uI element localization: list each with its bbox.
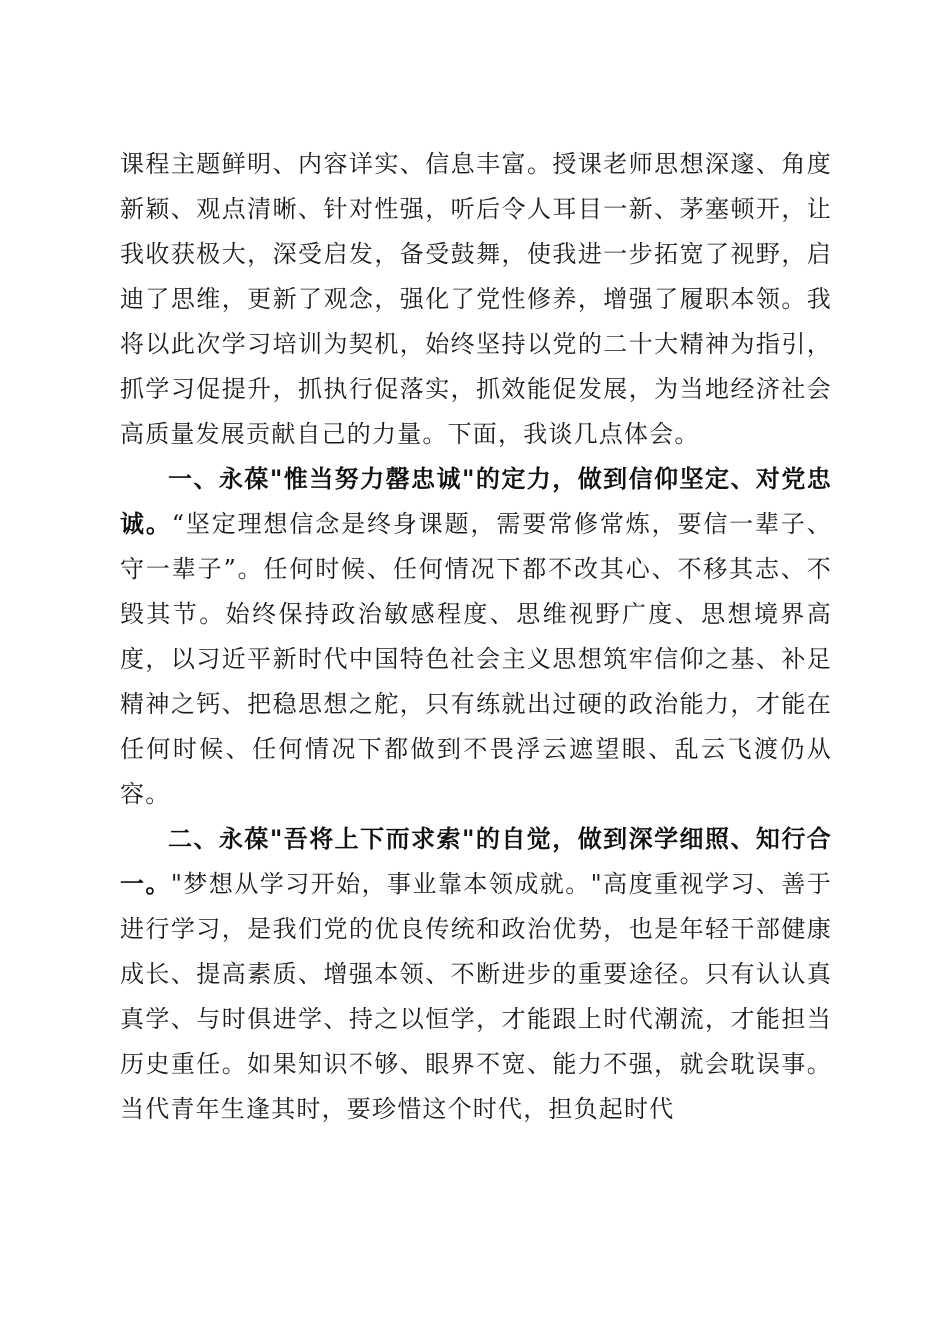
section-two-paragraph xyxy=(120,817,832,1132)
paragraph-text: “坚定理想信念是终身课题，需要常修常炼，要信一辈子、守一辈子”。任何时候、任何情况下都不改其心、不移其志、不毁其节。始终保持政治敏感程度、思维视野广度、思想境界高度，以习近平新时代中国特色社会主义思想筑牢信仰之基、补足精神之钙、把稳思想之舵，只有练就出过硬的政治能力，才能在任何时候、任何情况下都做到不畏浮云遮望眼、乱云飞渡仍从容。 xyxy=(120,510,832,808)
paragraph-text: 课程主题鲜明、内容详实、信息丰富。授课老师思想深邃、角度新颖、观点清晰、针对性强，听后令人耳目一新、茅塞顿开，让我收获极大，深受启发，备受鼓舞，使我进一步拓宽了视野，启迪了思维，更新了观念，强化了党性修养，增强了履职本领。我将以此次学习培训为契机，始终坚持以党的二十大精神为指引，抓学习促提升，抓执行促落实，抓效能促发展，为当地经济社会高质量发展贡献自己的力量。下面，我谈几点体会。 xyxy=(120,150,832,448)
document-body xyxy=(120,142,832,1132)
paragraph-text: "梦想从学习开始，事业靠本领成就。"高度重视学习、善于进行学习，是我们党的优良传统和政治优势，也是年轻干部健康成长、提高素质、增强本领、不断进步的重要途径。只有认认真真学、与时俱进学、持之以恒学，才能跟上时代潮流，才能担当历史重任。如果知识不够、眼界不宽、能力不强，就会耽误事。当代青年生逢其时，要珍惜这个时代，担负起时代 xyxy=(120,870,832,1123)
intro-paragraph xyxy=(120,142,832,457)
section-heading: 一、永葆"惟当努力罄忠诚"的定力，做到信仰坚定、对党忠诚。 xyxy=(120,465,832,538)
section-heading: 二、永葆"吾将上下而求索"的自觉，做到深学细照、知行合一。 xyxy=(120,825,832,898)
section-one-paragraph xyxy=(120,457,832,817)
